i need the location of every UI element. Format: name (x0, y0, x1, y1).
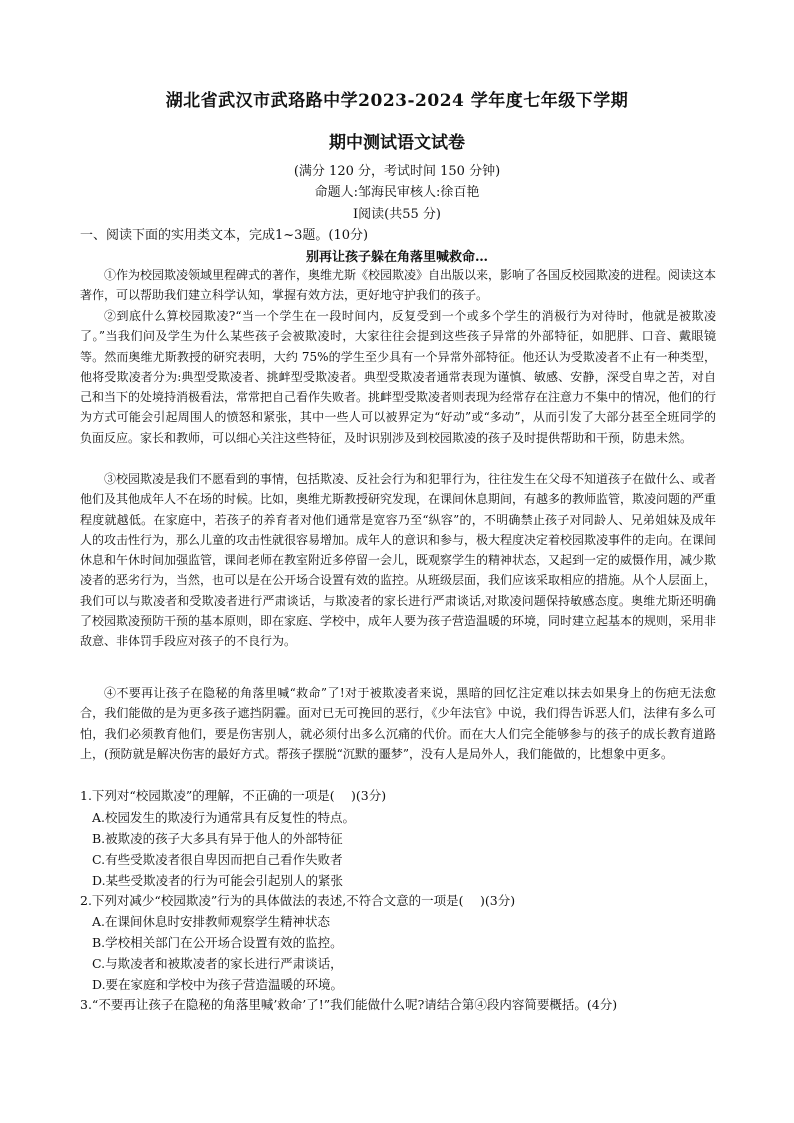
question-2-option-c: C.与欺凌者和被欺凌者的家长进行严肃谈话， (92, 956, 343, 971)
authors-line: 命题人:邹海民审核人:徐百艳 (314, 185, 480, 200)
question-2-stem: 2.下列对减少“校园欺凌”行为的具体做法的表述,不符合文意的一项是( )(3分) (80, 893, 516, 908)
article-title: 别再让孩子躲在角落里喊救命… (305, 250, 488, 265)
article-paragraph-2: ②到底什么算校园欺凌?“当一个学生在一段时间内，反复受到一个或多个学生的消极行为对待时，他就是被欺凌了。”当我们问及学生为什么某些孩子会被欺凌时，大家往往会提到这些孩子异常的外部特征，如肥胖、口音、戴眼镜等。然而奥维尤斯教授的研究表明，大约 75%的学生至少具有一个异常外部特征。他还认为受欺凌者不止有一种类型，他将受欺凌者分为:典型受欺凌者、挑衅型受欺凌者。典型受欺凌者通常表现为谨慎、敏感、安静，深受自卑之苦，对自己和当下的处境持消极看法，常常把自己看作失败者。挑衅型受欺凌者则表现为经常存在注意力不集中的情况，他们的行为方式可能会引起周围人的愤怒和紧张，其中一些人可以被界定为“好动”或“多动”，从而引发了大部分甚至全班同学的负面反应。家长和教师，可以细心关注这些特征，及时识别涉及到校园欺凌的孩子及时提供帮助和干预，防患未然。 (80, 309, 717, 445)
exam-title-line1: 湖北省武汉市武珞路中学2023-2024 学年度七年级下学期 (165, 91, 629, 111)
question-2-option-a: A.在课间休息时安排教师观察学生精神状态 (92, 914, 331, 929)
article-paragraph-3: ③校园欺凌是我们不愿看到的事情，包括欺凌、反社会行为和犯罪行为，往往发生在父母不知道孩子在做什么、或者他们及其他成年人不在场的时候。比如，奥维尤斯教授研究发现，在课间休息期间，有越多的教师监管，欺凌问题的严重程度就越低。在家庭中，若孩子的养育者对他们通常是宽容乃至“纵容”的，不明确禁止孩子对同龄人、兄弟姐妹及成年人的攻击性行为，那么儿童的攻击性就很容易增加。成年人的意识和参与，极大程度决定着校园欺凌事件的走向。在课间休息和午休时间加强监管，课间老师在教室附近多停留一会儿，既观察学生的精神状态，又起到一定的威慑作用，减少欺凌者的恶劣行为，当然，也可以是在公开场合设置有效的监控。从班级层面，我们应该采取相应的措施。从个人层面上，我们可以与欺凌者和受欺凌者进行严肃谈话，与欺凌者的家长进行严肃谈话,对欺凌问题保持敏感态度。奥维尤斯还明确了校园欺凌预防干预的基本原则，即在家庭、学校中，成年人要为孩子营造温暖的环境，同时建立起基本的规则，采用非敌意、非体罚手段应对孩子的不良行为。 (80, 472, 717, 649)
section-heading: 一、阅读下面的实用类文本，完成1~3题。(10分) (80, 228, 369, 243)
question-2-option-b: B.学校相关部门在公开场合设置有效的监控。 (92, 935, 343, 950)
question-1-option-c: C.有些受欺凌者很自卑因而把自己看作失败者 (92, 852, 343, 867)
score-time-note: (满分 120 分，考试时间 150 分钟) (293, 164, 501, 179)
question-3-stem: 3.“不要再让孩子在隐秘的角落里喊’救命’了!”我们能做什么呢?请结合第④段内容简要概括。(4分) (80, 997, 618, 1012)
article-paragraph-1: ①作为校园欺凌领域里程碑式的著作，奥维尤斯《校园欺凌》自出版以来，影响了各国反校园欺凌的进程。阅读这本著作，可以帮助我们建立科学认知，掌握有效方法，更好地守护我们的孩子。 (80, 268, 717, 303)
question-1-stem: 1.下列对“校园欺凌”的理解，不正确的一项是( )(3分) (80, 788, 387, 803)
question-2-option-d: D.要在家庭和学校中为孩子营造温暖的环境。 (92, 977, 344, 992)
question-1-option-b: B.被欺凌的孩子大多具有异于他人的外部特征 (92, 831, 343, 846)
question-1-option-a: A.校园发生的欺凌行为通常具有反复性的特点。 (92, 810, 356, 825)
exam-title-line2: 期中测试语文试卷 (329, 133, 465, 153)
part-heading: Ⅰ阅读(共55 分) (353, 207, 441, 222)
article-paragraph-4: ④不要再让孩子在隐秘的角落里喊“救命”了!对于被欺凌者来说，黑暗的回忆注定难以抹去如果身上的伤疤无法愈合，我们能做的是为更多孩子遮挡阴霾。面对已无可挽回的恶行，《少年法官》中说，我们得告诉恶人们，法律有多么可怕，我们必须教育他们，要是伤害别人，就必须付出多么沉痛的代价。而在大人们完全能够参与的孩子的成长教育道路上，(预防就是解决伤害的最好方式。帮孩子摆脱“沉默的噩梦”，没有人是局外人，我们能做的，比想象中更多。 (80, 686, 716, 761)
question-1-option-d: D.某些受欺凌者的行为可能会引起别人的紧张 (92, 873, 344, 888)
